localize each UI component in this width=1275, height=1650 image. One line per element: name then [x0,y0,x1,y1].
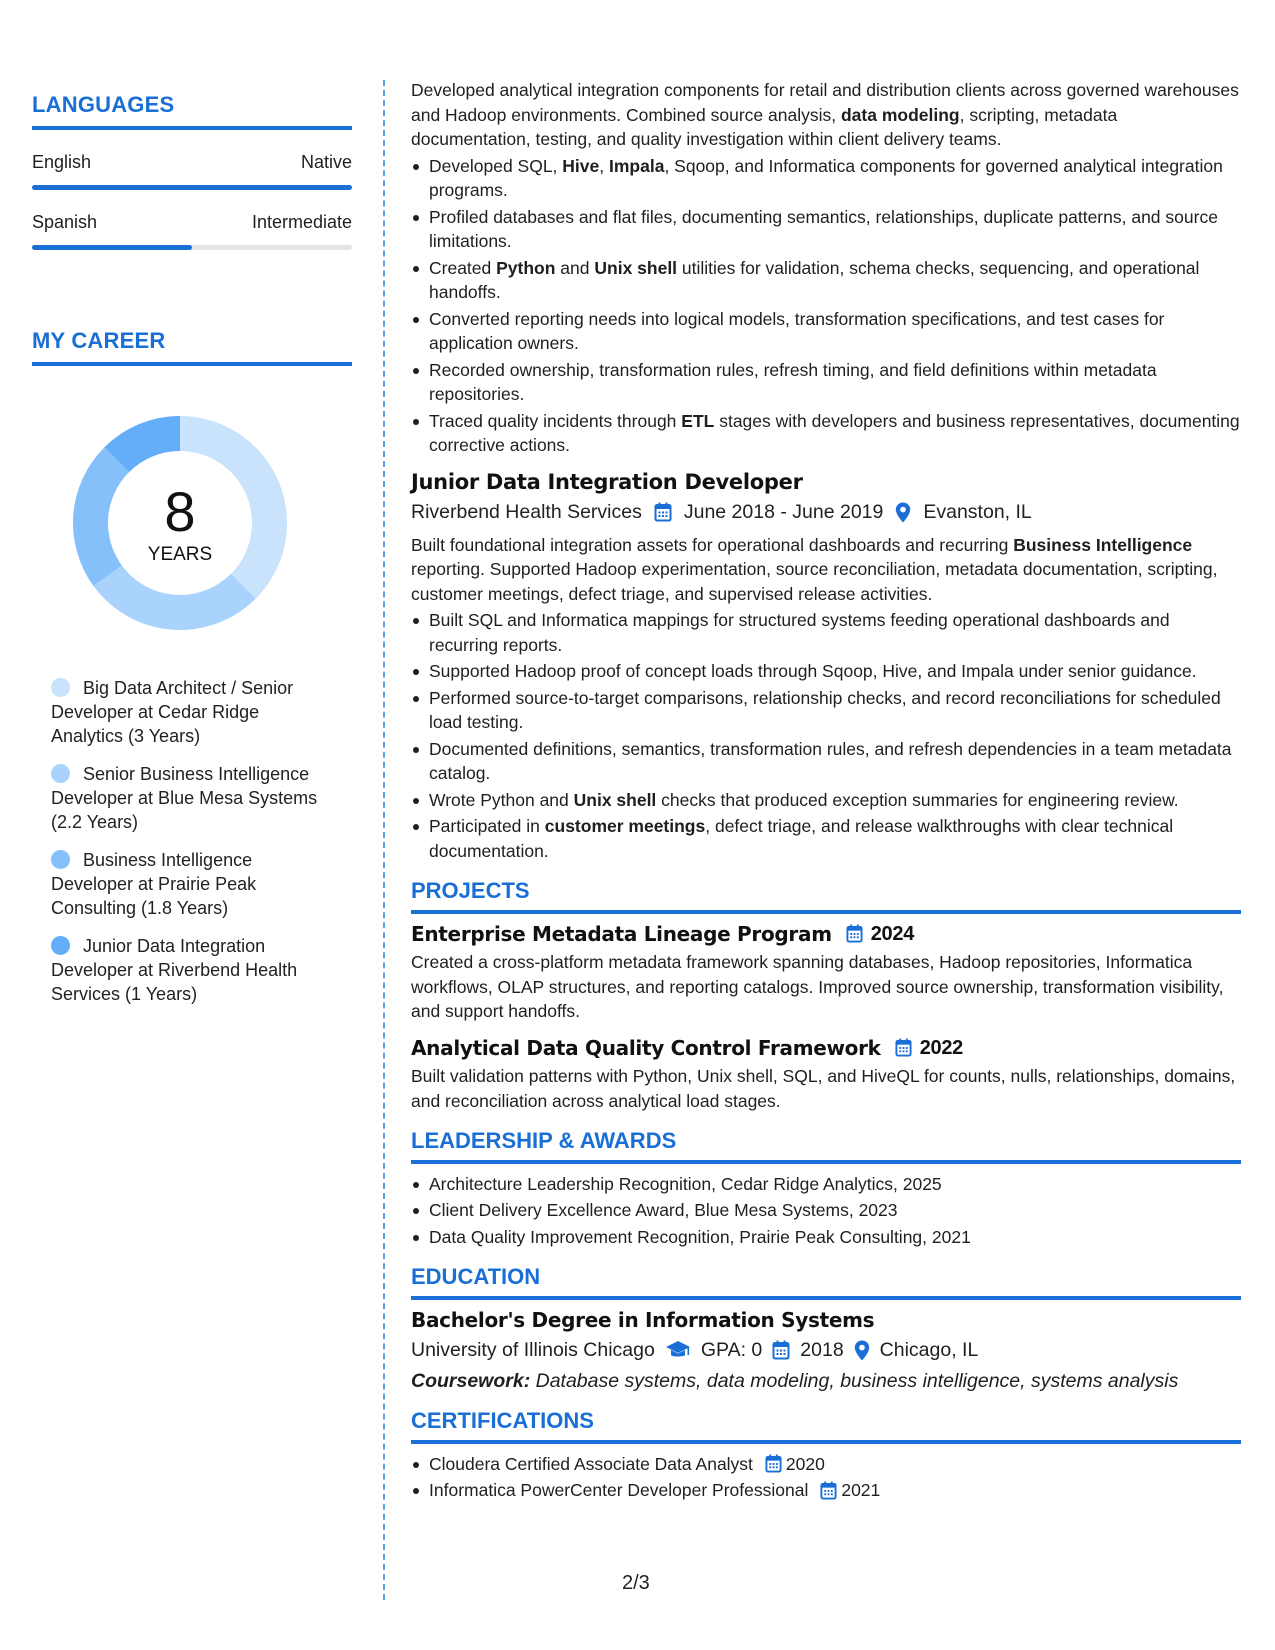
project-description: Created a cross-platform metadata framework spanning databases, Hadoop repositories, Informatica workflows, OLAP structures, and reporting catalogs. Improved source ownership, transformation visibility, and support handoffs. [411,952,1224,1021]
language-level: Native [300,152,352,172]
certifications-title: CERTIFICATIONS [411,1408,594,1433]
list-item: Developed SQL, Hive, Impala, Sqoop, and Informatica components for governed analytical integration programs. [411,154,1241,203]
career-legend-item [51,934,331,1006]
career-donut-chart [65,408,295,638]
career-legend-item [51,676,331,748]
legend-dot [51,850,70,869]
calendar-icon [765,1454,782,1473]
legend-label: Big Data Architect / Senior Developer at Cedar Ridge Analytics (3 Years) [51,678,294,746]
career-years-label: YEARS [147,544,213,565]
list-item: Created Python and Unix shell utilities for validation, schema checks, sequencing, and operational handoffs. [411,256,1241,305]
project-name: Enterprise Metadata Lineage Program [411,921,832,946]
awards-title: LEADERSHIP & AWARDS [411,1128,677,1153]
project-year: 2022 [919,1036,963,1059]
language-level: Intermediate [251,212,352,232]
certification-name: Informatica PowerCenter Developer Professional [429,1480,809,1500]
job-summary: Developed analytical integration components for retail and distribution clients across governed warehouses and Hadoop environments. Combined source analysis, data modeling, scripting, metadata documentation, testing, and quality investigation within client delivery teams. [411,80,1239,149]
list-item: Performed source-to-target comparisons, relationship checks, and record reconciliations for scheduled load testing. [411,686,1241,735]
career-legend [32,676,352,1006]
list-item: Data Quality Improvement Recognition, Prairie Peak Consulting, 2021 [411,1225,1241,1250]
location-pin-icon [854,1340,870,1361]
education-title: EDUCATION [411,1264,541,1289]
certification-year: 2020 [785,1453,825,1474]
career-title: MY CAREER [32,328,166,353]
career-section [32,328,352,1006]
language-item [32,152,352,190]
school-location: Chicago, IL [879,1339,979,1361]
certification-name: Cloudera Certified Associate Data Analyst [429,1453,753,1474]
graduation-year: 2018 [800,1339,844,1361]
section-rule [411,910,1241,914]
section-rule [32,362,352,366]
calendar-icon [820,1481,837,1500]
job-meta [411,500,1241,525]
legend-label: Senior Business Intelligence Developer at Blue Mesa Systems (2.2 Years) [51,764,318,832]
legend-dot [51,936,70,955]
project-item [411,922,1241,1024]
list-item [411,1478,1241,1503]
languages-title: LANGUAGES [32,92,175,117]
legend-label: Junior Data Integration Developer at Riverbend Health Services (1 Years) [51,936,298,1004]
section-rule [32,126,352,130]
list-item: Wrote Python and Unix shell checks that produced exception summaries for engineering review. [411,788,1241,813]
legend-dot [51,764,70,783]
location-pin-icon [895,502,911,523]
language-name: Spanish [32,212,98,232]
list-item [411,1452,1241,1477]
job-bullets [411,154,1241,458]
calendar-icon [846,924,863,943]
language-name: English [32,152,92,172]
language-item [32,212,352,250]
project-description: Built validation patterns with Python, Unix shell, SQL, and HiveQL for counts, nulls, relationships, domains, and reconciliation across analytical load stages. [411,1066,1236,1111]
section-rule [411,1440,1241,1444]
list-item: Supported Hadoop proof of concept loads through Sqoop, Hive, and Impala under senior guidance. [411,659,1241,684]
sidebar [32,92,352,1020]
list-item: Recorded ownership, transformation rules, refresh timing, and field definitions within metadata repositories. [411,358,1241,407]
language-proficiency-bar [32,185,352,190]
legend-dot [51,678,70,697]
projects-title: PROJECTS [411,878,530,903]
project-item [411,1036,1241,1114]
column-divider [383,80,385,1600]
coursework: Coursework: Database systems, data modeling, business intelligence, systems analysis [411,1369,1179,1392]
list-item: Profiled databases and flat files, documenting semantics, relationships, duplicate patterns, and source limitations. [411,205,1241,254]
awards-list [411,1172,1241,1250]
certification-year: 2021 [841,1480,881,1500]
list-item: Documented definitions, semantics, transformation rules, and refresh dependencies in a team metadata catalog. [411,737,1241,786]
calendar-icon [772,1340,790,1360]
job-dates: June 2018 - June 2019 [683,501,884,523]
page-number: 2/3 [622,1572,650,1594]
language-proficiency-bar [32,245,352,250]
job-title: Junior Data Integration Developer [411,469,803,494]
degree-title: Bachelor's Degree in Information Systems [411,1307,875,1332]
list-item: Traced quality incidents through ETL stages with developers and business representatives, documenting corrective actions. [411,409,1241,458]
calendar-icon [895,1038,912,1057]
list-item: Converted reporting needs into logical models, transformation specifications, and test cases for application owners. [411,307,1241,356]
language-proficiency-fill [32,245,192,250]
job-location: Evanston, IL [923,501,1032,523]
certifications-list [411,1452,1241,1503]
project-name: Analytical Data Quality Control Framework [411,1035,881,1060]
project-year: 2024 [870,922,915,945]
list-item: Built SQL and Informatica mappings for structured systems feeding operational dashboards and recurring reports. [411,608,1241,657]
gpa: GPA: 0 [700,1339,763,1361]
school-name: University of Illinois Chicago [411,1339,655,1361]
language-proficiency-fill [32,185,352,190]
main-content [411,78,1241,1505]
list-item: Participated in customer meetings, defect triage, and release walkthroughs with clear technical documentation. [411,814,1241,863]
calendar-icon [654,502,672,522]
company-name: Riverbend Health Services [411,501,642,523]
list-item: Client Delivery Excellence Award, Blue Mesa Systems, 2023 [411,1198,1241,1223]
job-summary: Built foundational integration assets for operational dashboards and recurring Business Intelligence reporting. Supported Hadoop experimentation, source reconciliation, metadata documentation, scripting, customer meetings, defect triage, and supervised release activities. [411,534,1218,604]
graduation-cap-icon [665,1340,691,1360]
legend-label: Business Intelligence Developer at Prairie Peak Consulting (1.8 Years) [51,850,257,918]
job-bullets [411,608,1241,863]
education-meta [411,1338,1241,1363]
section-rule [411,1296,1241,1300]
career-legend-item [51,762,331,834]
list-item: Architecture Leadership Recognition, Cedar Ridge Analytics, 2025 [411,1172,1241,1197]
section-rule [411,1160,1241,1164]
career-legend-item [51,848,331,920]
career-total-years: 8 [164,480,196,543]
